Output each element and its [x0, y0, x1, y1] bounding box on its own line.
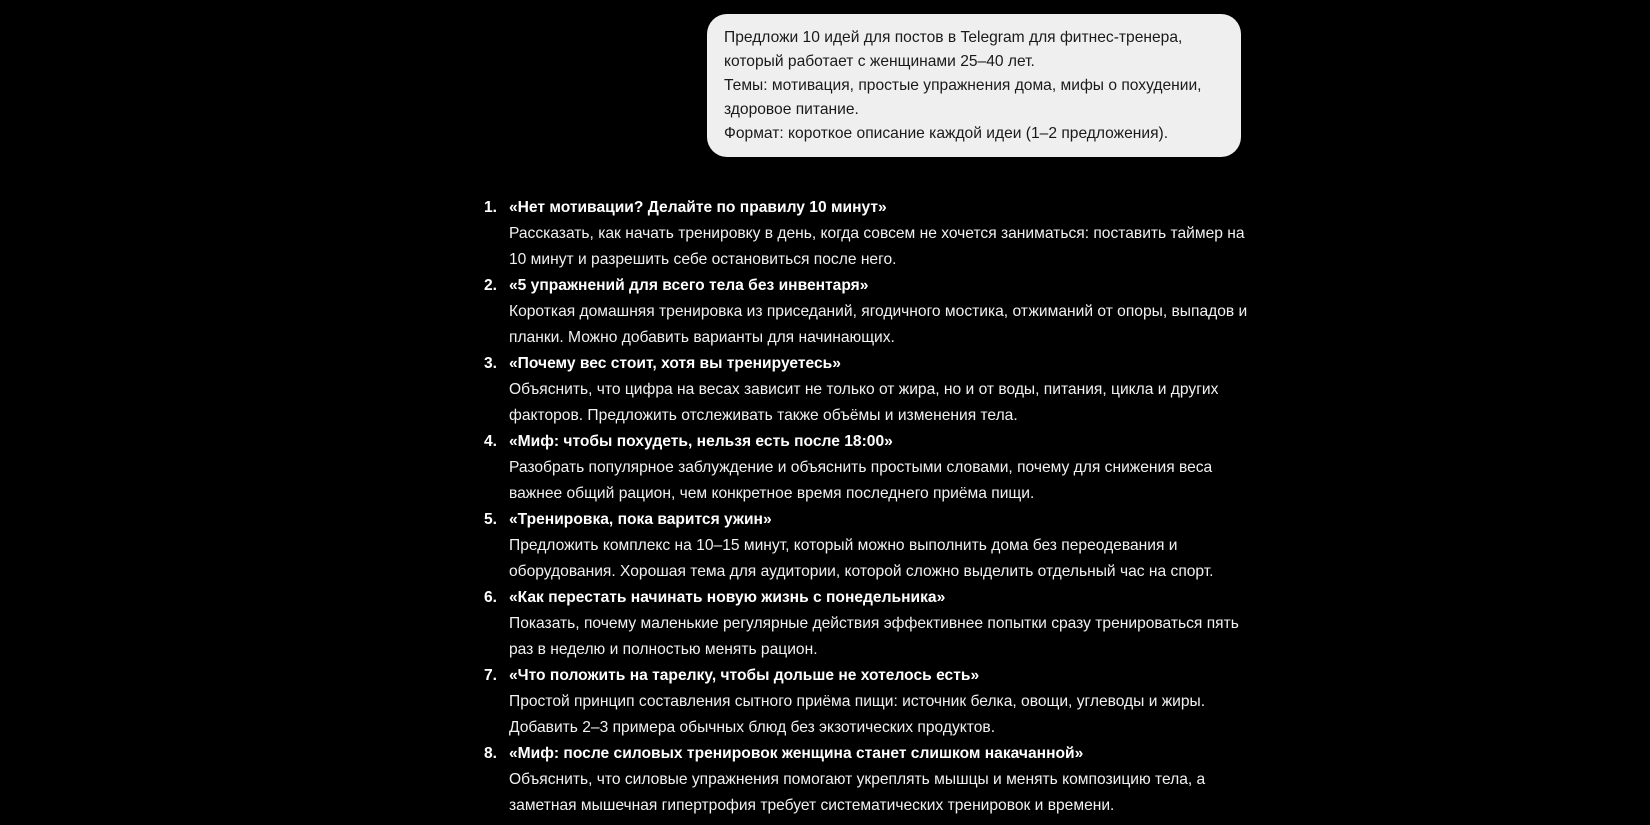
assistant-message [484, 195, 1254, 819]
list-item-number: 6. [484, 589, 498, 606]
user-message-bubble [707, 14, 1241, 157]
list-item-number: 1. [484, 199, 498, 216]
list-item-description: Разобрать популярное заблуждение и объяснить простыми словами, почему для снижения веса важнее общий рацион, чем конкретное время последнего приёма пищи. [509, 459, 1213, 502]
list-item-description: Объяснить, что силовые упражнения помогают укреплять мышцы и менять композицию тела, а заметная мышечная гипертрофия требует систематических тренировок и времени. [509, 771, 1206, 814]
user-message-line-3: Формат: короткое описание каждой идеи (1–2 предложения). [724, 125, 1169, 142]
list-item [484, 663, 1254, 741]
list-item-description: Объяснить, что цифра на весах зависит не только от жира, но и от воды, питания, цикла и других факторов. Предложить отслеживать также объёмы и изменения тела. [509, 381, 1219, 424]
list-item-description: Предложить комплекс на 10–15 минут, который можно выполнить дома без переодевания и оборудования. Хорошая тема для аудитории, которой сложно выделить отдельный час на спорт. [509, 537, 1214, 580]
list-item-title: «Как перестать начинать новую жизнь с понедельника» [509, 589, 946, 606]
list-item-number: 5. [484, 511, 498, 528]
list-item-title: «Что положить на тарелку, чтобы дольше не хотелось есть» [509, 667, 980, 684]
list-item-description: Простой принцип составления сытного приёма пищи: источник белка, овощи, углеводы и жиры. Добавить 2–3 примера обычных блюд без экзотических продуктов. [509, 693, 1206, 736]
list-item-number: 4. [484, 433, 498, 450]
list-item-number: 7. [484, 667, 498, 684]
list-item-title: «Тренировка, пока варится ужин» [509, 511, 772, 528]
list-item-number: 2. [484, 277, 498, 294]
user-message-line-1: Предложи 10 идей для постов в Telegram для фитнес-тренера, который работает с женщинами 25–40 лет. [724, 29, 1183, 70]
list-item [484, 741, 1254, 819]
list-item [484, 507, 1254, 585]
list-item-number: 3. [484, 355, 498, 372]
list-item-description: Показать, почему маленькие регулярные действия эффективнее попытки сразу тренироваться пять раз в неделю и полностью менять рацион. [509, 615, 1239, 658]
ideas-list [484, 195, 1254, 819]
list-item [484, 429, 1254, 507]
list-item-title: «Нет мотивации? Делайте по правилу 10 минут» [509, 199, 887, 216]
list-item-title: «Почему вес стоит, хотя вы тренируетесь» [509, 355, 841, 372]
list-item-title: «Миф: чтобы похудеть, нельзя есть после 18:00» [509, 433, 893, 450]
list-item [484, 585, 1254, 663]
list-item-number: 8. [484, 745, 498, 762]
list-item-title: «5 упражнений для всего тела без инвентаря» [509, 277, 869, 294]
list-item [484, 195, 1254, 273]
list-item-description: Рассказать, как начать тренировку в день, когда совсем не хочется заниматься: поставить таймер на 10 минут и разрешить себе остановиться после него. [509, 225, 1245, 268]
list-item-description: Короткая домашняя тренировка из приседаний, ягодичного мостика, отжиманий от опоры, выпадов и планки. Можно добавить варианты для начинающих. [509, 303, 1248, 346]
user-message-line-2: Темы: мотивация, простые упражнения дома, мифы о похудении, здоровое питание. [724, 77, 1202, 118]
list-item [484, 351, 1254, 429]
list-item-title: «Миф: после силовых тренировок женщина станет слишком накачанной» [509, 745, 1084, 762]
list-item [484, 273, 1254, 351]
